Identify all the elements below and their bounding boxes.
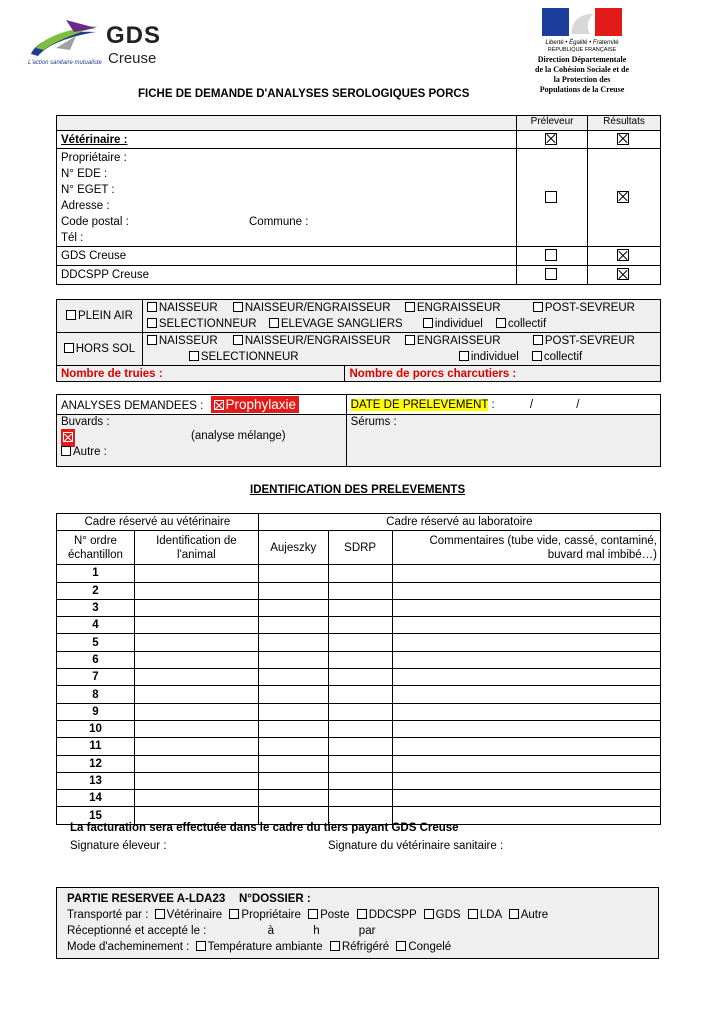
animal-id-cell[interactable] — [134, 703, 258, 720]
checkbox-prop-preleveur[interactable] — [545, 191, 557, 203]
animal-id-cell[interactable] — [134, 738, 258, 755]
marianne-logo-icon — [542, 8, 622, 38]
mode-option: Température ambiante — [207, 941, 323, 953]
sample-number: 8 — [57, 686, 135, 703]
analyse-melange-label: (analyse mélange) — [191, 430, 286, 442]
sdrp-cell[interactable] — [328, 738, 392, 755]
par-label: par — [358, 925, 376, 937]
h-label: h — [313, 925, 320, 937]
sdrp-cell[interactable] — [328, 634, 392, 651]
transporte-par-label: Transporté par : — [67, 909, 149, 921]
checkbox-autre[interactable] — [61, 446, 71, 456]
commentaires-cell[interactable] — [392, 686, 660, 703]
proprietaire-label: Propriétaire : — [61, 152, 127, 164]
ddcspp-label: DDCSPP Creuse — [57, 266, 517, 285]
sample-number: 1 — [57, 565, 135, 582]
republic-name: RÉPUBLIQUE FRANÇAISE — [547, 47, 617, 53]
col-sdrp-header: SDRP — [328, 531, 392, 565]
buvards-label: Buvards : — [61, 416, 110, 428]
sdrp-cell[interactable] — [328, 755, 392, 772]
checkbox-transport-prop[interactable] — [229, 909, 239, 919]
animal-id-cell[interactable] — [134, 790, 258, 807]
post-sevreur-label: POST-SEVREUR — [544, 302, 635, 314]
collectif-label: collectif — [543, 351, 583, 363]
checkbox-prophylaxie[interactable] — [214, 400, 224, 410]
analyses-table — [56, 394, 661, 467]
animal-id-cell[interactable] — [134, 599, 258, 616]
prophylaxie-badge[interactable] — [211, 396, 300, 413]
direction-line: la Protection des — [553, 75, 611, 84]
naisseur-engraisseur-label: NAISSEUR/ENGRAISSEUR — [244, 335, 391, 347]
sample-number: 14 — [57, 790, 135, 807]
sample-number: 12 — [57, 755, 135, 772]
checkbox-mode-congele[interactable] — [396, 941, 406, 951]
checkbox-naisseur-pa[interactable] — [147, 302, 157, 312]
republic-block — [522, 8, 642, 95]
checkbox-vet-resultats[interactable] — [617, 133, 629, 145]
direction-line: Populations de la Creuse — [539, 85, 625, 94]
checkbox-selectionneur-hs[interactable] — [189, 351, 199, 361]
nombre-porcs-label: Nombre de porcs charcutiers : — [345, 366, 661, 382]
checkbox-collectif-hs[interactable] — [532, 351, 542, 361]
checkbox-collectif-pa[interactable] — [496, 318, 506, 328]
table-row — [57, 790, 661, 807]
col-ordre-header: N° ordre échantillon — [57, 531, 135, 565]
checkbox-selectionneur-pa[interactable] — [147, 318, 157, 328]
checkbox-engraisseur-pa[interactable] — [405, 302, 415, 312]
republic-motto: Liberté • Égalité • Fraternité — [545, 40, 619, 46]
commentaires-cell[interactable] — [392, 755, 660, 772]
naisseur-engraisseur-label: NAISSEUR/ENGRAISSEUR — [244, 302, 391, 314]
sdrp-cell[interactable] — [328, 565, 392, 582]
checkbox-individuel-hs[interactable] — [459, 351, 469, 361]
individuel-label: individuel — [470, 351, 519, 363]
col-aujeszky-header: Aujeszky — [258, 531, 328, 565]
sample-number: 11 — [57, 738, 135, 755]
individuel-label: individuel — [434, 318, 483, 330]
checkbox-gds-resultats[interactable] — [617, 249, 629, 261]
autre-label: Autre : — [73, 446, 107, 458]
checkbox-transport-gds[interactable] — [424, 909, 434, 919]
mode-option: Réfrigéré — [341, 941, 390, 953]
sample-number: 5 — [57, 634, 135, 651]
checkbox-individuel-pa[interactable] — [423, 318, 433, 328]
aujeszky-cell[interactable] — [258, 669, 328, 686]
veterinaire-label: Vétérinaire : — [57, 131, 517, 149]
animal-id-cell[interactable] — [134, 582, 258, 599]
transport-option: Vétérinaire — [166, 909, 223, 921]
logo-subtext: Creuse — [108, 50, 157, 67]
sdrp-cell[interactable] — [328, 582, 392, 599]
analyses-label: ANALYSES DEMANDEES : — [61, 400, 204, 412]
mode-label: Mode d'acheminement : — [67, 941, 190, 953]
transport-option: Poste — [320, 909, 350, 921]
aujeszky-cell[interactable] — [258, 651, 328, 668]
hors-sol-label: HORS SOL — [75, 343, 136, 355]
table-row — [57, 686, 661, 703]
identification-table — [56, 513, 661, 825]
transport-option: LDA — [479, 909, 502, 921]
aujeszky-cell[interactable] — [258, 565, 328, 582]
table-row — [57, 755, 661, 772]
checkbox-transport-ddcspp[interactable] — [357, 909, 367, 919]
commentaires-cell[interactable] — [392, 772, 660, 789]
ede-label: N° EDE : — [61, 168, 108, 180]
date-separator: / — [529, 398, 534, 411]
commentaires-cell[interactable] — [392, 669, 660, 686]
serums-label: Sérums : — [350, 416, 397, 428]
gds-label: GDS Creuse — [57, 247, 517, 266]
checkbox-naisseur-engraisseur-pa[interactable] — [233, 302, 243, 312]
animal-id-cell[interactable] — [134, 634, 258, 651]
contact-table — [56, 115, 661, 285]
animal-id-cell[interactable] — [134, 565, 258, 582]
cadre-vet-header: Cadre réservé au vétérinaire — [57, 514, 259, 531]
partie-reservee-box — [56, 887, 659, 959]
checkbox-prop-resultats[interactable] — [617, 191, 629, 203]
aujeszky-cell[interactable] — [258, 634, 328, 651]
table-row — [57, 582, 661, 599]
sdrp-cell[interactable] — [328, 651, 392, 668]
checkbox-post-sevreur-pa[interactable] — [533, 302, 543, 312]
commentaires-cell[interactable] — [392, 582, 660, 599]
checkbox-mode-ambiante[interactable] — [196, 941, 206, 951]
commentaires-cell[interactable] — [392, 617, 660, 634]
checkbox-ddcspp-resultats[interactable] — [617, 268, 629, 280]
aujeszky-cell[interactable] — [258, 703, 328, 720]
checkbox-transport-lda[interactable] — [468, 909, 478, 919]
col-identification-header: Identification de l'animal — [134, 531, 258, 565]
selectionneur-label: SELECTIONNEUR — [158, 318, 257, 330]
engraisseur-label: ENGRAISSEUR — [416, 302, 501, 314]
commentaires-cell[interactable] — [392, 720, 660, 737]
commentaires-cell[interactable] — [392, 599, 660, 616]
sample-number: 2 — [57, 582, 135, 599]
sample-number: 3 — [57, 599, 135, 616]
selectionneur-label: SELECTIONNEUR — [200, 351, 299, 363]
checkbox-engraisseur-hs[interactable] — [405, 335, 415, 345]
facturation-note: La facturation sera effectuée dans le cadre du tiers payant GDS Creuse — [70, 822, 459, 834]
dossier-label: N°DOSSIER : — [239, 893, 311, 905]
date-separator: / — [576, 398, 580, 411]
sdrp-cell[interactable] — [328, 772, 392, 789]
table-row — [57, 617, 661, 634]
sdrp-cell[interactable] — [328, 790, 392, 807]
commentaires-cell[interactable] — [392, 634, 660, 651]
prophylaxie-label: Prophylaxie — [225, 397, 297, 412]
aujeszky-cell[interactable] — [258, 755, 328, 772]
col-commentaires-header: Commentaires (tube vide, cassé, contaminé, buvard mal imbibé…) — [392, 531, 660, 565]
table-row — [57, 634, 661, 651]
transport-option: Autre — [520, 909, 549, 921]
checkbox-hors-sol[interactable] — [64, 343, 74, 353]
commentaires-cell[interactable] — [392, 651, 660, 668]
aujeszky-cell[interactable] — [258, 582, 328, 599]
naisseur-label: NAISSEUR — [158, 335, 218, 347]
aujeszky-cell[interactable] — [258, 617, 328, 634]
sdrp-cell[interactable] — [328, 599, 392, 616]
signature-eleveur-label: Signature éleveur : — [70, 840, 167, 852]
sample-number: 6 — [57, 651, 135, 668]
commentaires-cell[interactable] — [392, 703, 660, 720]
identification-title: IDENTIFICATION DES PRELEVEMENTS — [250, 484, 466, 496]
aujeszky-cell[interactable] — [258, 599, 328, 616]
post-sevreur-label: POST-SEVREUR — [544, 335, 635, 347]
direction-line: Direction Départementale — [537, 55, 627, 64]
checkbox-elevage-sangliers[interactable] — [269, 318, 279, 328]
breeding-table — [56, 299, 661, 382]
receptionne-label: Réceptionné et accepté le : — [67, 925, 207, 937]
sdrp-cell[interactable] — [328, 703, 392, 720]
naisseur-label: NAISSEUR — [158, 302, 218, 314]
partie-reservee-title: PARTIE RESERVEE A-LDA23 — [67, 893, 226, 905]
page-title: FICHE DE DEMANDE D'ANALYSES SEROLOGIQUES PORCS — [138, 88, 470, 100]
adresse-label: Adresse : — [61, 200, 110, 212]
sdrp-cell[interactable] — [328, 720, 392, 737]
checkbox-plein-air[interactable] — [66, 310, 76, 320]
checkbox-transport-poste[interactable] — [308, 909, 318, 919]
checkbox-vet-preleveur[interactable] — [545, 133, 557, 145]
commentaires-cell[interactable] — [392, 738, 660, 755]
animal-id-cell[interactable] — [134, 755, 258, 772]
direction-line: de la Cohésion Sociale et de — [535, 65, 629, 74]
a-label: à — [267, 925, 274, 937]
aujeszky-cell[interactable] — [258, 720, 328, 737]
checkbox-naisseur-engraisseur-hs[interactable] — [233, 335, 243, 345]
transport-option: DDCSPP — [368, 909, 417, 921]
sdrp-cell[interactable] — [328, 669, 392, 686]
table-row — [57, 669, 661, 686]
table-row — [57, 599, 661, 616]
aujeszky-cell[interactable] — [258, 790, 328, 807]
eget-label: N° EGET : — [61, 184, 115, 196]
animal-id-cell[interactable] — [134, 669, 258, 686]
sample-number: 10 — [57, 720, 135, 737]
code-postal-label: Code postal : — [61, 216, 129, 228]
commentaires-cell[interactable] — [392, 790, 660, 807]
logo-text: GDS — [106, 22, 162, 49]
logo-tagline: L'action sanitaire mutualiste — [28, 60, 102, 66]
transport-option: Propriétaire — [241, 909, 301, 921]
gds-logo — [26, 18, 186, 74]
sample-number: 4 — [57, 617, 135, 634]
checkbox-ddcspp-preleveur[interactable] — [545, 268, 557, 280]
sdrp-cell[interactable] — [328, 617, 392, 634]
checkbox-transport-vet[interactable] — [155, 909, 165, 919]
aujeszky-cell[interactable] — [258, 686, 328, 703]
animal-id-cell[interactable] — [134, 651, 258, 668]
nombre-truies-label: Nombre de truies : — [57, 366, 345, 382]
col-preleveur: Préleveur — [517, 116, 588, 131]
sample-number: 13 — [57, 772, 135, 789]
commune-label: Commune : — [249, 216, 309, 228]
table-row — [57, 703, 661, 720]
collectif-label: collectif — [507, 318, 547, 330]
plein-air-label: PLEIN AIR — [77, 310, 133, 322]
date-colon: : — [488, 398, 495, 411]
animal-id-cell[interactable] — [134, 686, 258, 703]
date-prelevement-label: DATE DE PRELEVEMENT — [350, 398, 489, 411]
checkbox-transport-autre[interactable] — [509, 909, 519, 919]
aujeszky-cell[interactable] — [258, 738, 328, 755]
sdrp-cell[interactable] — [328, 686, 392, 703]
col-resultats: Résultats — [588, 116, 661, 131]
elevage-sangliers-label: ELEVAGE SANGLIERS — [280, 318, 403, 330]
aujeszky-cell[interactable] — [258, 772, 328, 789]
signature-vet-label: Signature du vétérinaire sanitaire : — [328, 840, 504, 852]
sample-number: 7 — [57, 669, 135, 686]
sample-number: 15 — [57, 807, 135, 824]
table-row — [57, 651, 661, 668]
table-row — [57, 720, 661, 737]
checkbox-mode-refrigere[interactable] — [330, 941, 340, 951]
table-row — [57, 772, 661, 789]
checkbox-naisseur-hs[interactable] — [147, 335, 157, 345]
transport-option: GDS — [435, 909, 461, 921]
table-row — [57, 738, 661, 755]
engraisseur-label: ENGRAISSEUR — [416, 335, 501, 347]
animal-id-cell[interactable] — [134, 772, 258, 789]
animal-id-cell[interactable] — [134, 720, 258, 737]
cadre-labo-header: Cadre réservé au laboratoire — [258, 514, 660, 531]
checkbox-post-sevreur-hs[interactable] — [533, 335, 543, 345]
commentaires-cell[interactable] — [392, 565, 660, 582]
mode-option: Congelé — [408, 941, 452, 953]
sample-number: 9 — [57, 703, 135, 720]
animal-id-cell[interactable] — [134, 617, 258, 634]
checkbox-gds-preleveur[interactable] — [545, 249, 557, 261]
gds-swoosh-icon — [26, 18, 106, 60]
table-row — [57, 565, 661, 582]
tel-label: Tél : — [61, 232, 84, 244]
